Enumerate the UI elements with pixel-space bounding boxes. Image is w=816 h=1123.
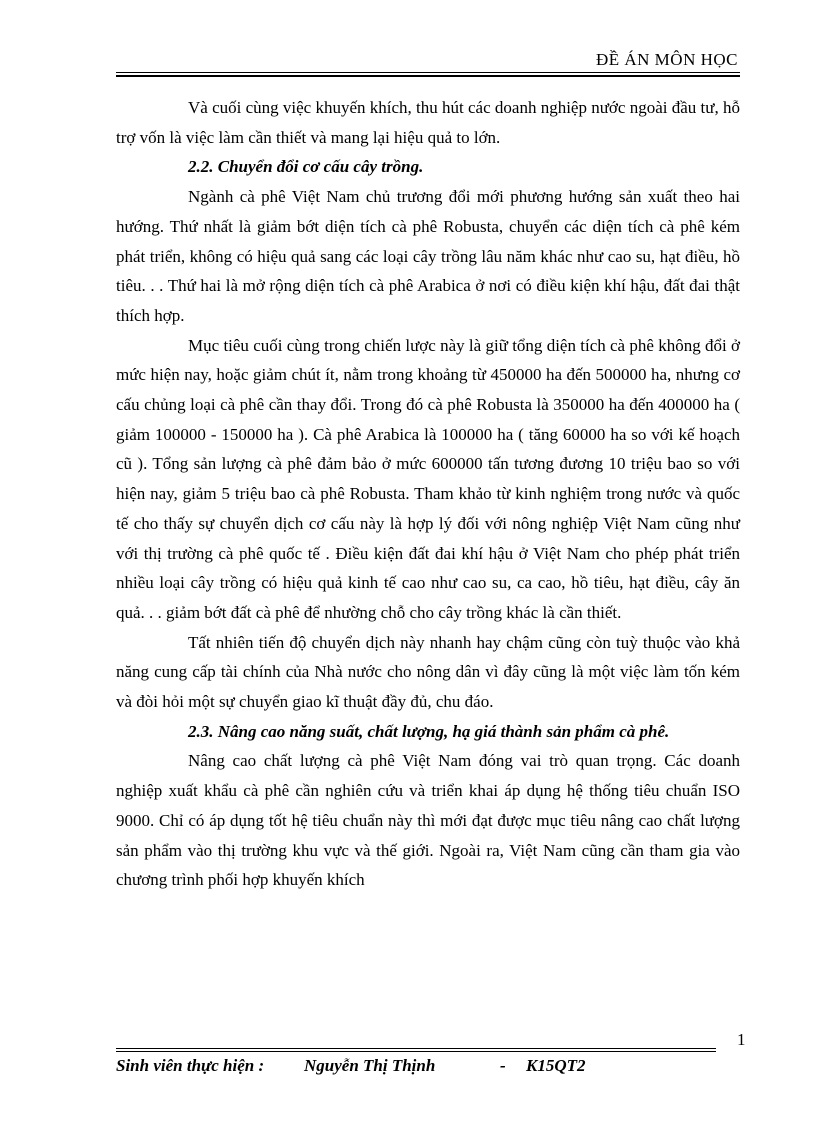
footer-class-code: K15QT2 (526, 1056, 586, 1075)
document-header-title: ĐỀ ÁN MÔN HỌC (595, 50, 738, 69)
paragraph: Nâng cao chất lượng cà phê Việt Nam đóng vai trò quan trọng. Các doanh nghiệp xuất khẩu cà phê cần nghiên cứu và triển khai áp dụng hệ thống tiêu chuẩn ISO 9000. Chỉ có áp dụng tốt hệ tiêu chuẩn này thì mới đạt được mục tiêu nâng cao chất lượng sản phẩm vào thị trường khu vực và thế giới. Ngoài ra, Việt Nam cũng cần tham gia vào chương trình phối hợp khuyến khích (116, 751, 740, 890)
paragraph: Và cuối cùng việc khuyến khích, thu hút các doanh nghiệp nước ngoài đầu tư, hỗ trợ vốn là việc làm cần thiết và mang lại hiệu quả to lớn. (116, 98, 740, 147)
document-body (116, 93, 740, 895)
footer (116, 1056, 586, 1076)
paragraph: Ngành cà phê Việt Nam chủ trương đổi mới phương hướng sản xuất theo hai hướng. Thứ nhất là giảm bớt diện tích cà phê Robusta, chuyển các diện tích cà phê kém phát triển, không có hiệu quả sang các loại cây trồng lâu năm khác như cao su, hạt điều, hồ tiêu. . . Thứ hai là mở rộng diện tích cà phê Arabica ở nơi có điều kiện khí hậu, đất đai thật thích hợp. (116, 187, 740, 325)
paragraph: Tất nhiên tiến độ chuyển dịch này nhanh hay chậm cũng còn tuỳ thuộc vào khả năng cung cấp tài chính của Nhà nước cho nông dân vì đây cũng là một việc làm tốn kém và đòi hỏi một sự chuyển giao kĩ thuật đầy đủ, chu đáo. (116, 632, 740, 712)
footer-author-name: Nguyễn Thị Thịnh (304, 1056, 436, 1075)
header-rule (116, 72, 740, 77)
footer-separator: - (500, 1056, 506, 1075)
section-heading: 2.3. Nâng cao năng suất, chất lượng, hạ giá thành sản phẩm cà phê. (188, 721, 670, 741)
footer-rule (116, 1048, 716, 1052)
page-number: 1 (737, 1030, 746, 1049)
section-heading: 2.2. Chuyển đổi cơ cấu cây trồng. (188, 157, 424, 177)
paragraph: Mục tiêu cuối cùng trong chiến lược này là giữ tổng diện tích cà phê không đổi ở mức hiện nay, hoặc giảm chút ít, nằm trong khoảng từ 450000 ha đến 500000 ha, nhưng cơ cấu chủng loại cà phê cần thay đổi. Trong đó cà phê Robusta là 350000 ha đến 400000 ha ( giảm 100000 - 150000 ha ). Cà phê Arabica là 100000 ha ( tăng 60000 ha so với kế hoạch cũ ). Tổng sản lượng cà phê đảm bảo ở mức 600000 tấn tương đương 10 triệu bao so với hiện nay, giảm 5 triệu bao cà phê Robusta. Tham khảo từ kinh nghiệm trong nước và quốc tế cho thấy sự chuyển dịch cơ cấu này là hợp lý đối với nông nghiệp Việt Nam cũng như với thị trường cà phê quốc tế . Điều kiện đất đai khí hậu ở Việt Nam cho phép phát triển nhiều loại cây trồng có hiệu quả kinh tế cao như cao su, ca cao, hồ tiêu, hạt điều, cây ăn quả. . . giảm bớt đất cà phê để nhường chỗ cho cây trồng khác là cần thiết. (116, 335, 740, 622)
footer-label: Sinh viên thực hiện : (116, 1056, 265, 1075)
